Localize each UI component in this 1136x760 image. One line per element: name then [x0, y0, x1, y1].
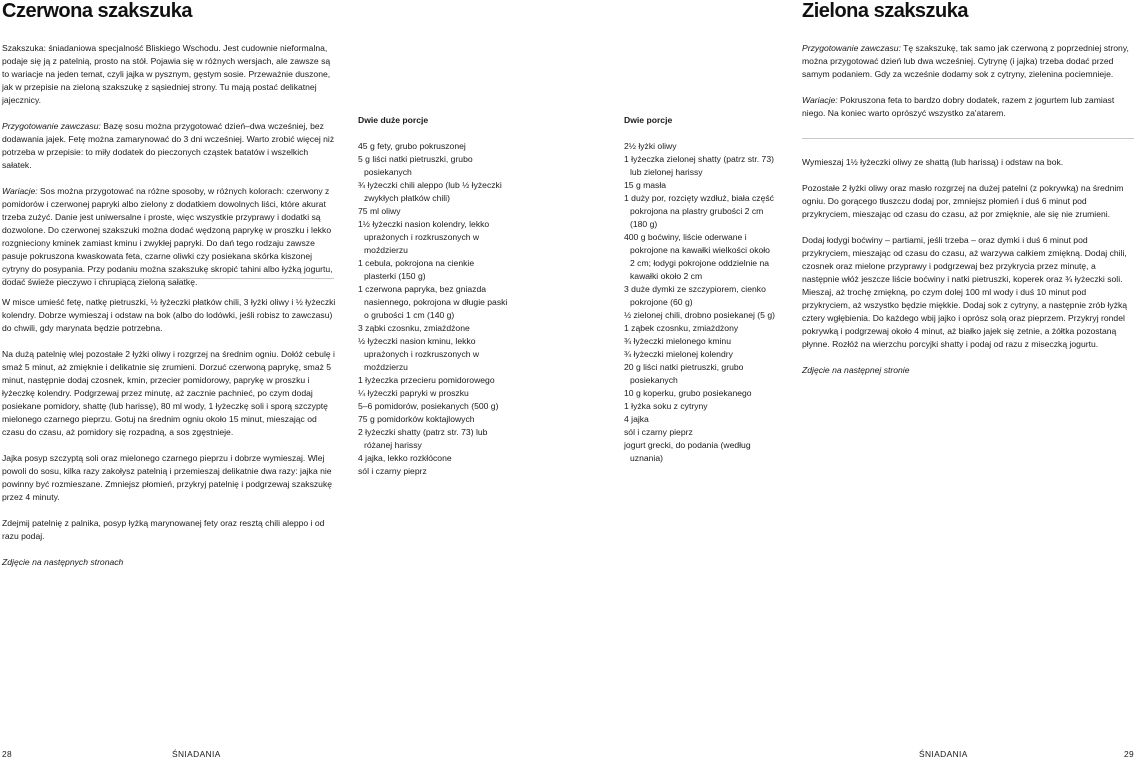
- ingredient-item: 1½ łyżeczki nasion kolendry, lekko uprażonych i rozkruszonych w moździerzu: [358, 219, 490, 255]
- ingredient-item: 3 ząbki czosnku, zmiażdżone: [358, 323, 470, 333]
- left-step-1: W misce umieść fetę, natkę pietruszki, ½ łyżeczki płatków chili, 3 łyżki oliwy i ½ łyżeczki kolendry. Dobrze wymieszaj i odstaw na bok (albo do lodówki, jeśli robisz to zawczasu) do chwili, gdy marynata będzie potrzebna.: [2, 297, 336, 333]
- ingredient-item: 75 g pomidorków koktajlowych: [358, 414, 475, 424]
- left-variations-text: Sos można przygotować na różne sposoby, w różnych kolorach: czerwony z pomidorów i czerwonej papryki albo zielony z dodatkiem dowolnych liści, które akurat trzeba zużyć. Danie jest uniwersalne i proste, więc wszystkie przyprawy i dodatki są dozwolone. Do czerwonej szakszuki można dodać wędzoną paprykę w proszku i lekko rozgnieciony kminek zamiast kminu i zwykłej papryki. Do dań tego rodzaju zawsze pasuje pokruszona kwaskowata feta, czarne oliwki czy posiekana skórka kiszonej cytryny do posypania. Przy podaniu można szakszukę skropić tahini albo łyżką jogurtu, dodać świeże pieczywo i chrupiącą zieloną sałatkę.: [2, 186, 333, 287]
- left-variations-label: Wariacje:: [2, 186, 38, 196]
- ingredient-item: 4 jajka, lekko rozkłócone: [358, 453, 452, 463]
- ingredient-item: ¾ łyżeczki mielonego kminu: [624, 336, 731, 346]
- right-variations-label: Wariacje:: [802, 95, 838, 105]
- right-notes-column: [802, 42, 1134, 133]
- ingredient-item: 1 łyżeczka zielonej shatty (patrz str. 73) lub zielonej harissy: [624, 154, 774, 177]
- right-photo-note: Zdjęcie na następnej stronie: [802, 365, 910, 375]
- ingredient-item: ¾ łyżeczki mielonej kolendry: [624, 349, 733, 359]
- right-method-column: [802, 156, 1134, 390]
- left-intro: Szakszuka: śniadaniowa specjalność Bliskiego Wschodu. Jest cudownie nieformalna, podaje się ją z patelnią, prosto na stół. Pojawia się w różnych wersjach, ale zawsze są to wariacje na jeden temat, czyli jajka w pysznym, gęstym sosie. Przeważnie duszone, jak w przepisie na zieloną szakszukę z sąsiedniej strony. Tu mają postać delikatnej jajecznicy.: [2, 43, 331, 105]
- right-prep-note: [802, 42, 1134, 81]
- right-prep-label: Przygotowanie zawczasu:: [802, 43, 901, 53]
- left-step-2: Na dużą patelnię wlej pozostałe 2 łyżki oliwy i rozgrzej na średnim ogniu. Dołóż cebulę i smaż 5 minut, aż zmięknie i delikatnie się zrumieni. Dorzuć czerwoną paprykę, smaż 5 minut, następnie dodaj czosnek, kmin, przecier pomidorowy, paprykę w proszku i łyżeczkę kolendry. Podgrzewaj przez minutę, aż zacznie pachnieć, po czym dodaj posiekane pomidory, shattę (lub harissę), 80 ml wody, 1 łyżeczkę soli i sporą szczyptę mielonego czarnego pieprzu. Gotuj na średnim ogniu około 15 minut, mieszając od czasu do czasu, aż pomidory się rozpadną, a sos zgęstnieje.: [2, 349, 335, 437]
- left-method-column: [2, 296, 336, 582]
- left-photo-note: Zdjęcie na następnych stronach: [2, 557, 124, 567]
- ingredient-item: sól i czarny pieprz: [624, 427, 693, 437]
- right-divider: [802, 138, 1134, 139]
- left-prep-label: Przygotowanie zawczasu:: [2, 121, 101, 131]
- left-page-number: 28: [2, 749, 13, 759]
- right-step-2: Pozostałe 2 łyżki oliwy oraz masło rozgrzej na dużej patelni (z pokrywką) na średnim ogniu. Do gorącego tłuszczu dodaj por, zmniejsz płomień i duś 6 minut pod przykryciem, mieszając od czasu do czasu, aż por zmięknie, ale się nie zrumieni.: [802, 183, 1124, 219]
- ingredient-item: ½ zielonej chili, drobno posiekanej (5 g): [624, 310, 775, 320]
- left-ingredients-column: [358, 114, 508, 478]
- ingredient-item: 2½ łyżki oliwy: [624, 141, 677, 151]
- right-section-name: ŚNIADANIA: [919, 749, 968, 759]
- right-prep-text: Tę szakszukę, tak samo jak czerwoną z poprzedniej strony, można przygotować dzień lub dwa wcześniej. Cytrynę (i jajka) trzeba dodać przed samym podaniem. Gdy za wcześnie dodamy sok z cytryny, zielenina pociemnieje.: [802, 43, 1129, 79]
- ingredient-item: 1 ząbek czosnku, zmiażdżony: [624, 323, 739, 333]
- ingredient-item: 15 g masła: [624, 180, 667, 190]
- ingredient-item: 5 g liści natki pietruszki, grubo posiekanych: [358, 154, 473, 177]
- ingredient-item: 1 łyżka soku z cytryny: [624, 401, 708, 411]
- left-recipe-title: Czerwona szakszuka: [2, 0, 192, 22]
- left-section-name: ŚNIADANIA: [172, 749, 221, 759]
- ingredient-item: 2 łyżeczki shatty (patrz str. 73) lub różanej harissy: [358, 427, 488, 450]
- ingredient-item: 4 jajka: [624, 414, 649, 424]
- right-servings: Dwie porcje: [624, 115, 673, 125]
- ingredient-item: sól i czarny pieprz: [358, 466, 427, 476]
- ingredient-item: 3 duże dymki ze szczypiorem, cienko pokrojone (60 g): [624, 284, 766, 307]
- right-page-number: 29: [1124, 749, 1135, 759]
- left-prep-text: Bazę sosu można przygotować dzień–dwa wcześniej, bez dodawania jajek. Fetę można zamarynować do 3 dni wcześniej. Warto zrobić więcej niż potrzeba w przepisie: to miły dodatek do pieczonych cząstek batatów i wszelkich sałatek.: [2, 121, 335, 170]
- right-ingredients-column: [624, 114, 776, 465]
- left-divider: [2, 278, 334, 279]
- ingredient-item: 400 g boćwiny, liście oderwane i pokrojone na kawałki wielkości około 2 cm; łodygi pokrojone oddzielnie na kawałki około 2 cm: [624, 232, 770, 281]
- left-step-3: Jajka posyp szczyptą soli oraz mielonego czarnego pieprzu i dobrze wymieszaj. Wlej powoli do sosu, kilka razy zakołysz patelnią i przemieszaj delikatnie dwa razy: jajka nie powinny być rozmieszane. Zmniejsz płomień, przykryj patelnię i podgrzewaj szakszukę przez 4 minuty.: [2, 453, 333, 502]
- left-prep-note: [2, 120, 336, 172]
- right-variations-text: Pokruszona feta to bardzo dobry dodatek, razem z jogurtem lub zamiast niego. Na koniec warto oprószyć wszystko za'atarem.: [802, 95, 1115, 118]
- left-intro-column: [2, 42, 336, 302]
- ingredient-item: ½ łyżeczki nasion kminu, lekko uprażonych i rozkruszonych w moździerzu: [358, 336, 480, 372]
- left-servings: Dwie duże porcje: [358, 115, 429, 125]
- ingredient-item: 1 czerwona papryka, bez gniazda nasiennego, pokrojona w długie paski o grubości 1 cm (140 g): [358, 284, 508, 320]
- right-ingredient-list: [624, 140, 776, 465]
- ingredient-item: 45 g fety, grubo pokruszonej: [358, 141, 466, 151]
- ingredient-item: 5–6 pomidorów, posiekanych (500 g): [358, 401, 499, 411]
- ingredient-item: jogurt grecki, do podania (według uznania): [624, 440, 751, 463]
- left-variations-note: [2, 185, 336, 289]
- left-step-4: Zdejmij patelnię z palnika, posyp łyżką marynowanej fety oraz resztą chili aleppo i od razu podaj.: [2, 518, 325, 541]
- ingredient-item: 1 łyżeczka przecieru pomidorowego: [358, 375, 495, 385]
- ingredient-item: 20 g liści natki pietruszki, grubo posiekanych: [624, 362, 744, 385]
- ingredient-item: 75 ml oliwy: [358, 206, 401, 216]
- right-recipe-title: Zielona szakszuka: [802, 0, 969, 22]
- ingredient-item: ¾ łyżeczki chili aleppo (lub ½ łyżeczki zwykłych płatków chili): [358, 180, 502, 203]
- ingredient-item: 10 g koperku, grubo posiekanego: [624, 388, 752, 398]
- right-variations-note: [802, 94, 1134, 120]
- ingredient-item: ¼ łyżeczki papryki w proszku: [358, 388, 469, 398]
- ingredient-item: 1 duży por, rozcięty wzdłuż, biała część pokrojona na plastry grubości 2 cm (180 g): [624, 193, 774, 229]
- ingredient-item: 1 cebula, pokrojona na cienkie plasterki (150 g): [358, 258, 475, 281]
- left-ingredient-list: [358, 140, 508, 478]
- right-step-1: Wymieszaj 1½ łyżeczki oliwy ze shattą (lub harissą) i odstaw na bok.: [802, 157, 1064, 167]
- right-step-3: Dodaj łodygi boćwiny – partiami, jeśli trzeba – oraz dymki i duś 6 minut pod przykryciem, mieszając od czasu do czasu, aż warzywa całkiem zmiękną. Dodaj chili, czosnek oraz mielone przyprawy i podgrzewaj bez przykrycia przez minutę, a następnie włóż jeszcze liście boćwiny i natki pietruszki, koperek oraz ¾ łyżeczki soli. Mieszaj, aż trochę zmiękną, po czym dolej 100 ml wody i duś 10 minut pod przykryciem, aż wszystko będzie miękkie. Dodaj sok z cytryny, a następnie zrób łyżką cztery wgłębienia. Do każdego wbij jajko i oprósz solą oraz pieprzem. Przykryj rondel pokrywką i podgrzewaj około 4 minut, aż białko jajek się zetnie, a żółtka pozostaną płynne. Rozłóż na wierzchu porcyjki shatty i podaj od razu z miseczką jogurtu.: [802, 235, 1128, 349]
